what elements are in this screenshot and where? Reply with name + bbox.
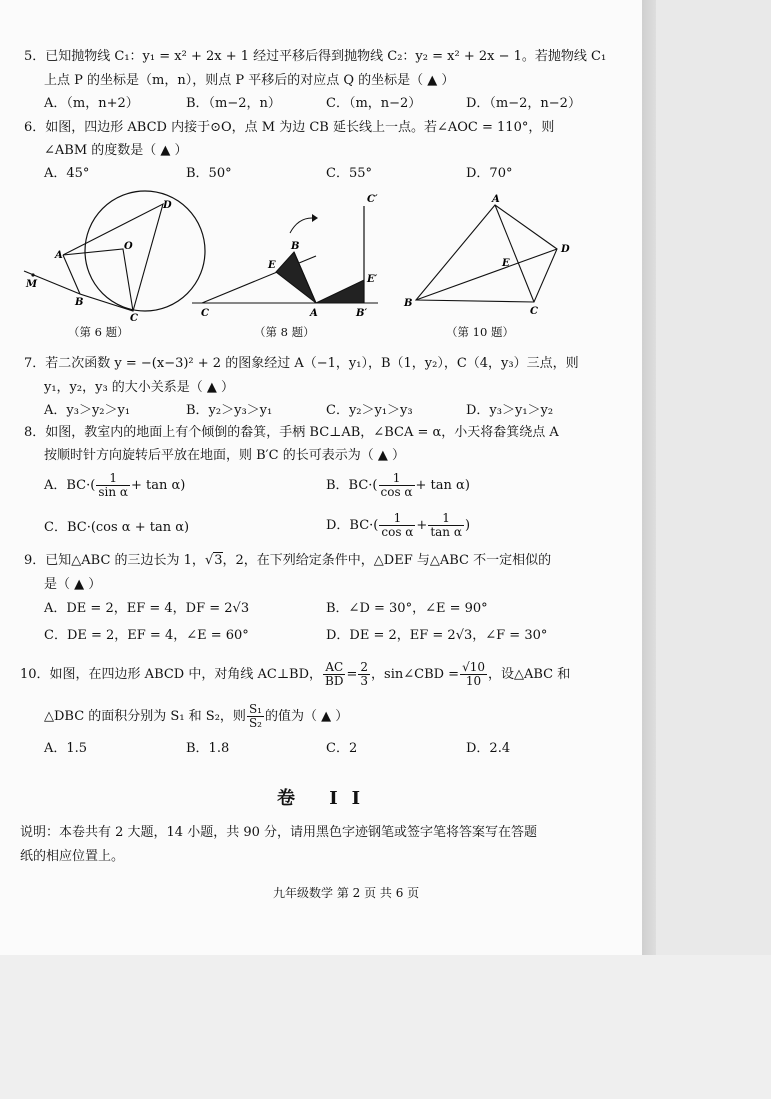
figure-8 — [192, 194, 378, 319]
q10-option-c: C．2 — [326, 741, 358, 756]
fig8-caption: （第 8 题） — [254, 325, 315, 339]
paper-edge — [642, 0, 656, 955]
label-e-prime: E′ — [367, 274, 378, 285]
q9-line2: 是（ ▲ ） — [44, 577, 102, 592]
q8-option-c: C．BC·(cos α + tan α) — [44, 520, 190, 535]
q9-option-c: C．DE = 2，EF = 4，∠E = 60° — [44, 628, 249, 643]
frac-a: $\frac{1}{\text{sin α}}$ — [98, 471, 128, 499]
q8-option-d: D．BC·( $\frac{1}{\text{cos α}}$ + $\frac{1}{\text{tan α}}$ ) — [326, 511, 471, 539]
q7-option-d: D．y₃＞y₁＞y₂ — [466, 403, 554, 418]
q8-line2: 按顺时针方向旋转后平放在地面，则 B′C 的长可表示为（ ▲ ） — [44, 448, 405, 463]
q9-line1: 9．已知△ABC 的三边长为 1，√3，2，在下列给定条件中，△DEF 与△ABC 不一定相似的 — [24, 553, 552, 568]
q10-option-d: D．2.4 — [466, 741, 511, 756]
frac-sqrt10: $\frac{√10}{10}$ — [462, 660, 485, 688]
page-footer: 九年级数学 第 2 页 共 6 页 — [273, 886, 420, 900]
label-c10: C — [530, 306, 538, 317]
label-c: C — [130, 313, 138, 324]
q5-option-c: C．（m，n−2） — [326, 96, 422, 111]
frac-ac-bd: $\frac{AC}{BD}$ — [325, 660, 344, 688]
q6-line1: 6．如图，四边形 ABCD 内接于⊙O，点 M 为边 CB 延长线上一点。若∠AOC = 110°，则 — [24, 120, 555, 135]
q9-option-b: B．∠D = 30°，∠E = 90° — [326, 601, 488, 616]
q6-option-c: C．55° — [326, 166, 372, 181]
label-m: M — [26, 279, 38, 290]
label-o: O — [124, 241, 133, 252]
q7-option-b: B．y₂＞y₃＞y₁ — [186, 403, 273, 418]
label-b-prime: B′ — [356, 308, 368, 319]
label-e: E — [268, 260, 276, 271]
label-a10: A — [492, 194, 500, 205]
frac-d1: $\frac{1}{\text{cos α}}$ — [381, 511, 414, 539]
label-d: D — [163, 200, 172, 211]
q5-option-a: A．（m，n+2） — [44, 96, 139, 111]
label-e10: E — [502, 258, 510, 269]
frac-s1-s2: $\frac{\text{S₁}}{\text{S₂}}$ — [248, 702, 262, 730]
q10-line1: 10．如图，在四边形 ABCD 中，对角线 AC⊥BD， $\frac{AC}{BD}$ = $\frac{2}{3}$ ，sin∠CBD = $\frac{√10}{10}$ ，设△ABC 和 — [20, 660, 571, 688]
q6-option-b: B．50° — [186, 166, 232, 181]
fig6-caption: （第 6 题） — [68, 325, 129, 339]
q9-option-a: A．DE = 2，EF = 4，DF = 2√3 — [44, 601, 250, 616]
q7-option-c: C．y₂＞y₁＞y₃ — [326, 403, 413, 418]
q9-option-d: D．DE = 2，EF = 2√3，∠F = 30° — [326, 628, 548, 643]
label-a8: A — [310, 308, 318, 319]
section-note-line1: 说明：本卷共有 2 大题，14 小题，共 90 分，请用黑色字迹钢笔或签字笔将答案写在答题 — [20, 825, 538, 840]
label-a: A — [55, 250, 63, 261]
section-title: 卷 II — [277, 788, 375, 809]
label-b8: B — [291, 241, 300, 252]
frac-d2: $\frac{1}{\text{tan α}}$ — [430, 511, 462, 539]
section-note-line2: 纸的相应位置上。 — [20, 849, 125, 864]
figure-10 — [403, 194, 570, 317]
shaded-left — [276, 252, 316, 303]
q10-line2: △DBC 的面积分别为 S₁ 和 S₂，则 $\frac{\text{S₁}}{\text{S₂}}$ 的值为（ ▲ ） — [44, 702, 349, 730]
label-d10: D — [561, 244, 570, 255]
q7-line2: y₁，y₂，y₃ 的大小关系是（ ▲ ） — [44, 380, 235, 395]
q5-line2: 上点 P 的坐标是（m，n），则点 P 平移后的对应点 Q 的坐标是（ ▲ ） — [44, 73, 455, 88]
diag-ac — [495, 205, 534, 302]
q6-option-d: D．70° — [466, 166, 513, 181]
scanner-background — [0, 955, 771, 1099]
q8-option-a: A．BC·( $\frac{1}{\text{sin α}}$ + tan α) — [44, 471, 186, 499]
label-b10: B — [404, 298, 413, 309]
quad-abcd — [63, 204, 163, 311]
fig10-caption: （第 10 题） — [446, 325, 514, 339]
q8-option-b: B．BC·( $\frac{1}{\text{cos α}}$ + tan α) — [326, 471, 470, 499]
q6-option-a: A．45° — [44, 166, 90, 181]
q7-option-a: A．y₃＞y₂＞y₁ — [44, 403, 131, 418]
q5-line1: 5．已知抛物线 C₁：y₁ = x² + 2x + 1 经过平移后得到抛物线 C₂：y₂ = x² + 2x − 1。若抛物线 C₁ — [24, 49, 607, 64]
label-c-prime: C′ — [367, 194, 378, 205]
q6-line2: ∠ABM 的度数是（ ▲ ） — [44, 143, 188, 158]
q7-line1: 7．若二次函数 y = −(x−3)² + 2 的图象经过 A（−1，y₁），B（1，y₂），C（4，y₃）三点，则 — [24, 356, 579, 371]
rotation-arrow — [290, 218, 312, 233]
figures-row — [20, 188, 590, 328]
figure-6 — [24, 191, 205, 324]
q10-option-a: A．1.5 — [44, 741, 88, 756]
q10-option-b: B．1.8 — [186, 741, 230, 756]
quad-abcd-10 — [416, 205, 557, 302]
label-c8: C — [201, 308, 209, 319]
frac-b: $\frac{1}{\text{cos α}}$ — [380, 471, 413, 499]
frac-2-3: $\frac{2}{3}$ — [360, 660, 369, 688]
shaded-right — [316, 280, 364, 303]
q8-line1: 8．如图，教室内的地面上有个倾倒的畚箕，手柄 BC⊥AB，∠BCA = α，小天将畚箕绕点 A — [24, 425, 559, 440]
q5-option-d: D．（m−2，n−2） — [466, 96, 581, 111]
label-b: B — [75, 297, 84, 308]
q5-option-b: B．（m−2，n） — [186, 96, 281, 111]
